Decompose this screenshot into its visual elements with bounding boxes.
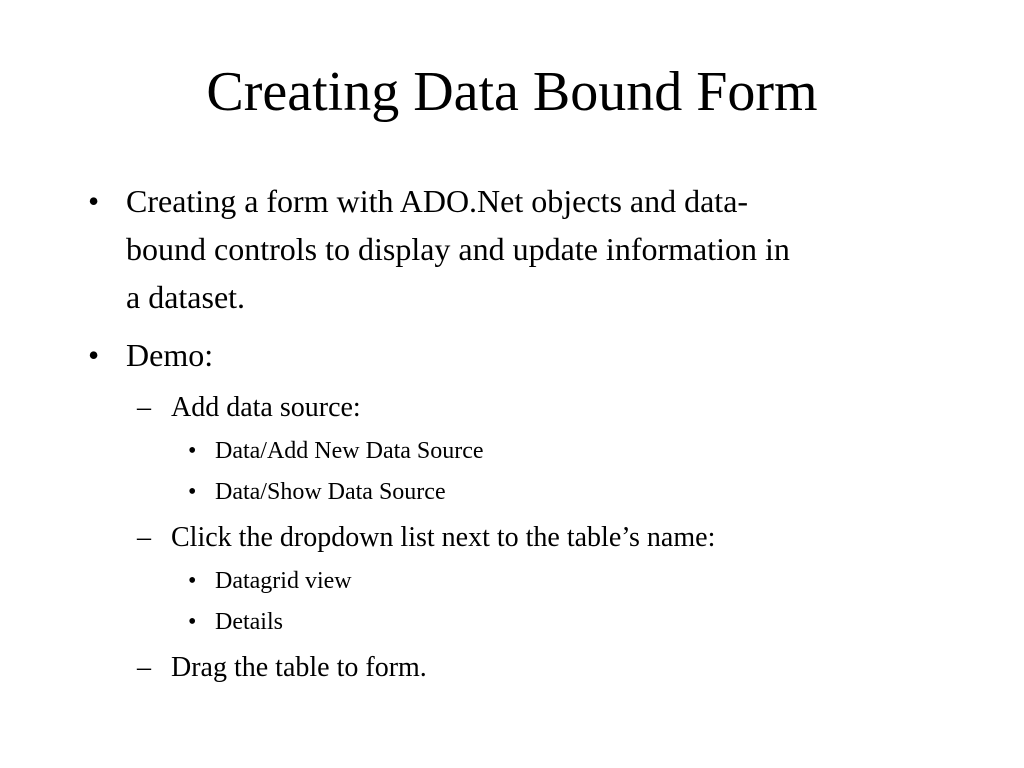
sub-item-add-data-source [137,388,971,428]
bullet-text-line: a dataset. [126,279,246,315]
sub-item-text: Click the dropdown list next to the table’s name: [171,522,716,553]
sub-sub-item-text: Datagrid view [215,568,352,594]
bullet-marker: • [88,337,100,373]
sub-sub-item-text: Data/Add New Data Source [215,438,484,464]
bullet-text-line: Creating a form with ADO.Net objects and data- [126,183,749,219]
sub-sub-item-text: Data/Show Data Source [215,479,446,505]
sub-sub-item-show-data-source [188,475,975,509]
sub-item-text: Add data source: [171,392,361,423]
bullet-marker: • [188,568,197,594]
bullet-item-intro [88,177,966,225]
dash-marker: – [137,522,151,553]
bullet-marker: • [88,183,100,219]
bullet-marker: • [188,609,197,635]
bullet-item-demo [88,331,966,379]
bullet-text: Demo: [126,337,214,373]
dash-marker: – [137,392,151,423]
bullet-item-intro-line-3 [126,273,966,321]
sub-sub-item-text: Details [215,609,283,635]
bullet-item-intro-line-2 [126,225,966,273]
bullet-text-line: bound controls to display and update information in [126,231,790,267]
sub-item-text: Drag the table to form. [171,652,427,683]
bullet-marker: • [188,479,197,505]
dash-marker: – [137,652,151,683]
bullet-marker: • [188,438,197,464]
sub-sub-item-add-new-data-source [188,434,975,468]
sub-sub-item-details [188,605,975,639]
slide-title: Creating Data Bound Form [206,61,818,123]
sub-sub-item-datagrid-view [188,564,975,598]
sub-item-drag-table [137,648,971,688]
sub-item-click-dropdown [137,518,971,558]
